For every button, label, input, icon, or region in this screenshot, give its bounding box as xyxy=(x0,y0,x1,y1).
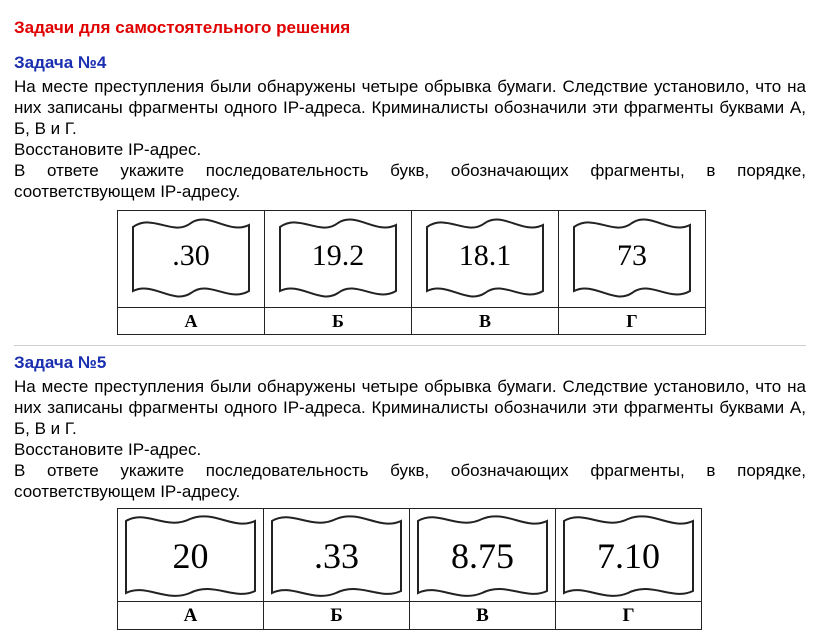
task-5-text xyxy=(14,376,806,502)
task-5-fragment-value-b: .33 xyxy=(314,536,359,576)
task-5-fragment-label-c: В xyxy=(410,602,556,630)
task-5-paragraph-3: В ответе укажите последовательность букв, обозначающих фрагменты, в порядке, соответствующем IP-адресу. xyxy=(14,461,806,501)
task-5-fragment-value-d: 7.10 xyxy=(597,536,660,576)
task-5-fragment-cell-c xyxy=(410,509,556,602)
task-5-paragraph-2: Восстановите IP-адрес. xyxy=(14,440,202,459)
task-4-paragraph-3: В ответе укажите последовательность букв, обозначающих фрагменты, в порядке, соответствующем IP-адресу. xyxy=(14,161,806,201)
task-4-paragraph-1: На месте преступления были обнаружены четыре обрывка бумаги. Следствие установило, что на них записаны фрагменты одного IP-адреса. Криминалисты обозначили эти фрагменты буквами А, Б, В и Г. xyxy=(14,77,806,138)
section-divider xyxy=(14,345,806,346)
task-5-fragment-cell-d xyxy=(556,509,702,602)
task-4-text xyxy=(14,76,806,202)
task-4-fragment-cell-b xyxy=(265,211,412,308)
section-title: Задачи для самостоятельного решения xyxy=(14,18,351,37)
task-4-fragment-cell-d xyxy=(559,211,706,308)
task-5-fragment-cell-a xyxy=(118,509,264,602)
task-5-fragment-label-a: А xyxy=(118,602,264,630)
task-5-title: Задача №5 xyxy=(14,353,107,372)
task-4-fragment-label-a: А xyxy=(118,308,265,335)
task-4-fragment-label-c: В xyxy=(412,308,559,335)
task-5-fragments-table xyxy=(117,508,702,630)
task-5-fragment-value-c: 8.75 xyxy=(451,536,514,576)
task-4-paragraph-2: Восстановите IP-адрес. xyxy=(14,140,202,159)
task-5-fragment-cell-b xyxy=(264,509,410,602)
task-4-fragment-cell-c xyxy=(412,211,559,308)
task-5-paragraph-1: На месте преступления были обнаружены четыре обрывка бумаги. Следствие установило, что на них записаны фрагменты одного IP-адреса. Криминалисты обозначили эти фрагменты буквами А, Б, В и Г. xyxy=(14,377,806,438)
task-4-fragment-value-d: 73 xyxy=(617,239,647,272)
task-4-fragments-table xyxy=(117,210,706,335)
task-4-title: Задача №4 xyxy=(14,53,107,72)
task-5-fragment-label-d: Г xyxy=(556,602,702,630)
task-4-fragment-cell-a xyxy=(118,211,265,308)
task-4-fragment-label-b: Б xyxy=(265,308,412,335)
task-4-fragment-value-a: .30 xyxy=(172,239,210,272)
task-4-fragment-value-c: 18.1 xyxy=(458,239,512,272)
task-4-fragment-value-b: 19.2 xyxy=(311,239,365,272)
task-5-fragment-label-b: Б xyxy=(264,602,410,630)
task-5-fragment-value-a: 20 xyxy=(172,536,209,576)
task-4-fragment-label-d: Г xyxy=(559,308,706,335)
